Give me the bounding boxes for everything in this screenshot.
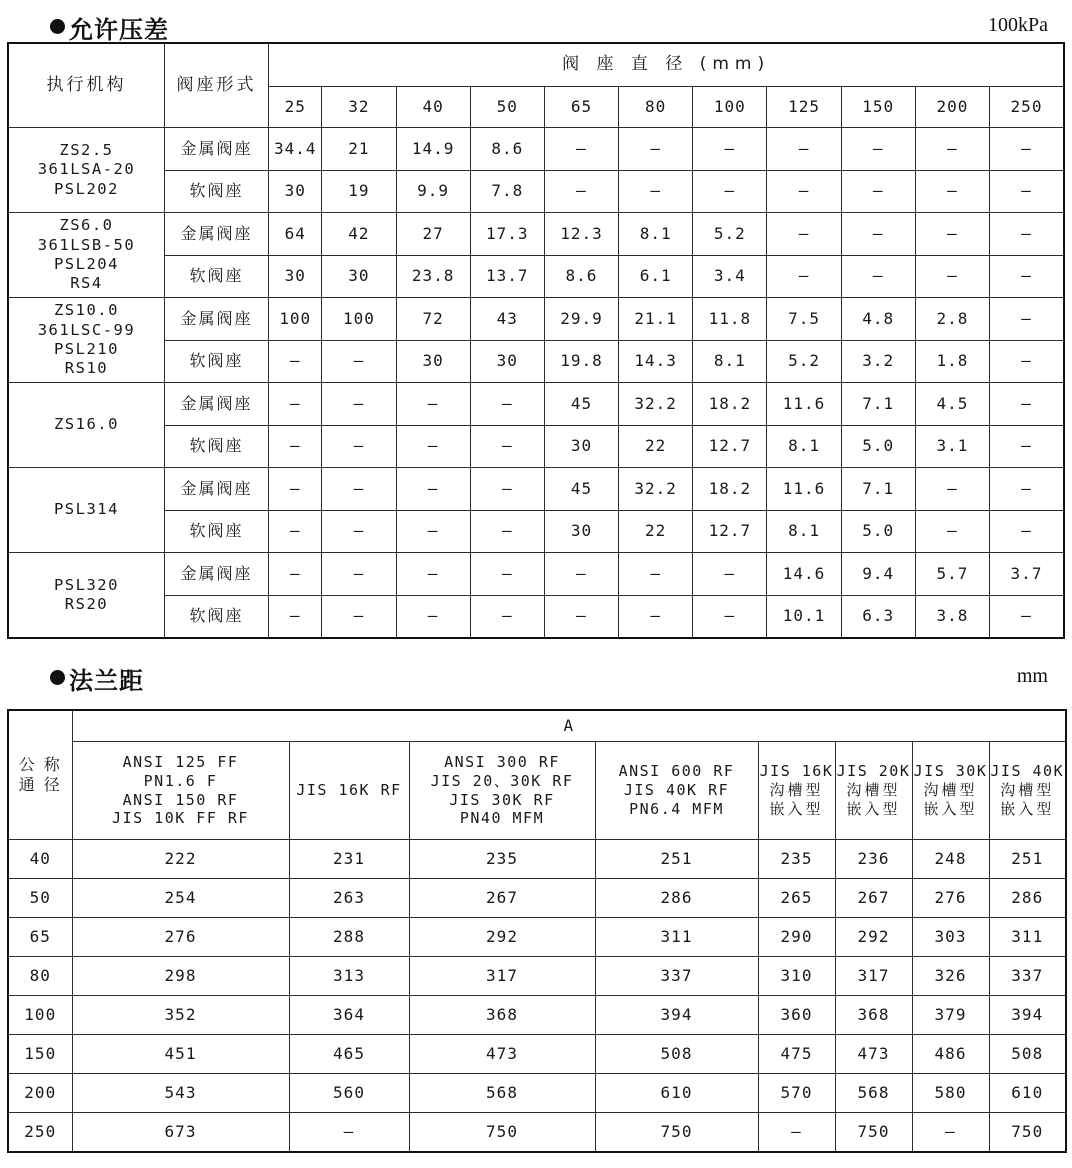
pressure-value: 7.5 [767, 298, 841, 341]
table2-header-row-group [8, 710, 1066, 742]
header-size-250: 250 [990, 87, 1065, 128]
pressure-value: — [470, 510, 544, 553]
flange-distance-table [7, 709, 1067, 1153]
pressure-value: — [396, 468, 470, 511]
pressure-value: — [322, 595, 396, 638]
pressure-value: — [619, 128, 693, 171]
flange-distance-value: 750 [835, 1113, 912, 1153]
flange-distance-value: 475 [758, 1035, 835, 1074]
flange-distance-value: 473 [835, 1035, 912, 1074]
flange-distance-value: 286 [989, 879, 1066, 918]
pressure-value: 30 [322, 255, 396, 298]
header-flange-standard: ANSI 125 FF PN1.6 F ANSI 150 RF JIS 10K FF RF [72, 742, 289, 840]
nominal-diameter-value: 65 [8, 918, 72, 957]
flange-distance-value: 394 [595, 996, 758, 1035]
seat-type-metal: 金属阀座 [164, 383, 268, 426]
pressure-value: 22 [619, 425, 693, 468]
table-row [8, 425, 1064, 468]
pressure-value: 8.1 [619, 213, 693, 256]
table-row [8, 1113, 1066, 1153]
pressure-value: 14.6 [767, 553, 841, 596]
seat-type-soft: 软阀座 [164, 340, 268, 383]
pressure-value: 3.1 [915, 425, 989, 468]
flange-distance-value: 568 [409, 1074, 595, 1113]
pressure-value: — [990, 170, 1065, 213]
pressure-value: 100 [269, 298, 322, 341]
pressure-value: 43 [470, 298, 544, 341]
seat-type-soft: 软阀座 [164, 425, 268, 468]
header-flange-standard: ANSI 300 RF JIS 20、30K RF JIS 30K RF PN40 MFM [409, 742, 595, 840]
pressure-value: 7.1 [841, 383, 915, 426]
pressure-value: 4.5 [915, 383, 989, 426]
pressure-value: — [619, 553, 693, 596]
header-size-150: 150 [841, 87, 915, 128]
flange-distance-value: 317 [835, 957, 912, 996]
flange-distance-value: 750 [989, 1113, 1066, 1153]
pressure-value: — [915, 170, 989, 213]
pressure-value: 64 [269, 213, 322, 256]
flange-distance-value: — [758, 1113, 835, 1153]
pressure-value: 8.6 [544, 255, 618, 298]
pressure-value: — [841, 170, 915, 213]
table-row [8, 510, 1064, 553]
header-size-25: 25 [269, 87, 322, 128]
flange-distance-value: 267 [835, 879, 912, 918]
table-row [8, 918, 1066, 957]
pressure-value: 30 [269, 255, 322, 298]
allowable-pressure-differential-table [7, 42, 1065, 639]
table-row [8, 840, 1066, 879]
section-heading-allowable-pressure [0, 8, 1072, 42]
flange-distance-value: 610 [595, 1074, 758, 1113]
table-row [8, 879, 1066, 918]
nominal-diameter-value: 100 [8, 996, 72, 1035]
pressure-value: — [544, 595, 618, 638]
seat-type-metal: 金属阀座 [164, 298, 268, 341]
flange-distance-value: 254 [72, 879, 289, 918]
pressure-value: — [619, 595, 693, 638]
flange-distance-value: 368 [409, 996, 595, 1035]
pressure-value: — [322, 553, 396, 596]
seat-type-soft: 软阀座 [164, 255, 268, 298]
flange-distance-value: 311 [989, 918, 1066, 957]
flange-distance-value: 265 [758, 879, 835, 918]
pressure-value: 12.7 [693, 425, 767, 468]
pressure-value: — [269, 553, 322, 596]
nominal-diameter-value: 250 [8, 1113, 72, 1153]
pressure-value: — [990, 383, 1065, 426]
pressure-value: — [990, 595, 1065, 638]
pressure-value: 72 [396, 298, 470, 341]
pressure-value: — [767, 213, 841, 256]
pressure-value: 11.8 [693, 298, 767, 341]
table-row [8, 595, 1064, 638]
seat-type-metal: 金属阀座 [164, 553, 268, 596]
bullet-icon [50, 670, 65, 685]
flange-distance-value: 610 [989, 1074, 1066, 1113]
bullet-icon [50, 19, 65, 34]
pressure-value: 32.2 [619, 383, 693, 426]
flange-distance-value: 286 [595, 879, 758, 918]
pressure-value: 9.4 [841, 553, 915, 596]
header-flange-standard: ANSI 600 RF JIS 40K RF PN6.4 MFM [595, 742, 758, 840]
table-row [8, 1074, 1066, 1113]
pressure-value: 18.2 [693, 468, 767, 511]
actuator-label: ZS10.0 361LSC-99 PSL210 RS10 [8, 298, 164, 383]
header-seat-type: 阀座形式 [164, 43, 268, 128]
table-row [8, 957, 1066, 996]
table-row [8, 170, 1064, 213]
flange-distance-value: — [912, 1113, 989, 1153]
pressure-value: — [990, 340, 1065, 383]
header-size-65: 65 [544, 87, 618, 128]
pressure-value: — [322, 510, 396, 553]
header-seat-diameter-group: 阀 座 直 径 (mm) [269, 43, 1064, 87]
table-row [8, 996, 1066, 1035]
seat-type-metal: 金属阀座 [164, 213, 268, 256]
flange-distance-value: 352 [72, 996, 289, 1035]
pressure-value: — [767, 128, 841, 171]
header-nominal-diameter-text: 公 称 通 径 [18, 755, 62, 794]
table-row [8, 340, 1064, 383]
pressure-value: 13.7 [470, 255, 544, 298]
pressure-value: 5.2 [693, 213, 767, 256]
pressure-value: 32.2 [619, 468, 693, 511]
pressure-value: 5.7 [915, 553, 989, 596]
flange-distance-value: 368 [835, 996, 912, 1035]
pressure-value: — [767, 255, 841, 298]
flange-distance-value: 288 [289, 918, 409, 957]
flange-distance-value: 248 [912, 840, 989, 879]
table-row [8, 213, 1064, 256]
flange-distance-value: 580 [912, 1074, 989, 1113]
flange-distance-value: 235 [409, 840, 595, 879]
pressure-value: — [544, 128, 618, 171]
header-size-200: 200 [915, 87, 989, 128]
flange-distance-value: 222 [72, 840, 289, 879]
pressure-value: — [990, 213, 1065, 256]
pressure-value: — [396, 553, 470, 596]
flange-distance-value: — [289, 1113, 409, 1153]
seat-type-metal: 金属阀座 [164, 468, 268, 511]
flange-distance-value: 364 [289, 996, 409, 1035]
nominal-diameter-value: 200 [8, 1074, 72, 1113]
pressure-value: 8.1 [693, 340, 767, 383]
actuator-label: ZS16.0 [8, 383, 164, 468]
pressure-value: — [396, 595, 470, 638]
seat-type-metal: 金属阀座 [164, 128, 268, 171]
flange-distance-value: 303 [912, 918, 989, 957]
flange-distance-value: 568 [835, 1074, 912, 1113]
flange-distance-value: 379 [912, 996, 989, 1035]
pressure-value: 5.2 [767, 340, 841, 383]
header-actuator: 执行机构 [8, 43, 164, 128]
table-row [8, 383, 1064, 426]
flange-distance-value: 235 [758, 840, 835, 879]
pressure-value: — [322, 468, 396, 511]
pressure-value: 100 [322, 298, 396, 341]
pressure-value: 14.9 [396, 128, 470, 171]
pressure-value: 5.0 [841, 510, 915, 553]
pressure-value: — [619, 170, 693, 213]
pressure-value: — [269, 425, 322, 468]
pressure-value: — [396, 425, 470, 468]
flange-distance-value: 292 [835, 918, 912, 957]
pressure-value: 30 [544, 425, 618, 468]
pressure-value: — [470, 383, 544, 426]
unit-label-kpa: 100kPa [988, 14, 1048, 36]
flange-distance-value: 673 [72, 1113, 289, 1153]
flange-distance-value: 276 [912, 879, 989, 918]
flange-distance-value: 451 [72, 1035, 289, 1074]
pressure-value: 14.3 [619, 340, 693, 383]
pressure-value: — [544, 553, 618, 596]
spacer [0, 639, 1072, 659]
pressure-value: 12.7 [693, 510, 767, 553]
pressure-value: — [841, 128, 915, 171]
actuator-label: ZS2.5 361LSA-20 PSL202 [8, 128, 164, 213]
flange-distance-value: 360 [758, 996, 835, 1035]
pressure-value: — [470, 595, 544, 638]
pressure-value: 34.4 [269, 128, 322, 171]
pressure-value: 45 [544, 468, 618, 511]
header-size-32: 32 [322, 87, 396, 128]
pressure-value: 3.4 [693, 255, 767, 298]
pressure-value: — [915, 213, 989, 256]
pressure-value: 23.8 [396, 255, 470, 298]
header-size-50: 50 [470, 87, 544, 128]
pressure-value: — [693, 595, 767, 638]
actuator-label: PSL314 [8, 468, 164, 553]
nominal-diameter-value: 40 [8, 840, 72, 879]
pressure-value: 11.6 [767, 468, 841, 511]
table-row [8, 255, 1064, 298]
flange-distance-value: 465 [289, 1035, 409, 1074]
table-row [8, 128, 1064, 171]
pressure-value: — [470, 425, 544, 468]
pressure-value: 6.1 [619, 255, 693, 298]
pressure-value: 18.2 [693, 383, 767, 426]
flange-distance-value: 337 [595, 957, 758, 996]
flange-distance-value: 486 [912, 1035, 989, 1074]
nominal-diameter-value: 150 [8, 1035, 72, 1074]
pressure-value: — [990, 128, 1065, 171]
header-size-80: 80 [619, 87, 693, 128]
pressure-value: 8.1 [767, 425, 841, 468]
flange-distance-value: 290 [758, 918, 835, 957]
flange-distance-value: 292 [409, 918, 595, 957]
header-size-125: 125 [767, 87, 841, 128]
flange-distance-value: 473 [409, 1035, 595, 1074]
table2-header-row-columns [8, 742, 1066, 840]
flange-distance-value: 750 [595, 1113, 758, 1153]
pressure-value: — [322, 383, 396, 426]
table-row [8, 1035, 1066, 1074]
pressure-value: 3.7 [990, 553, 1065, 596]
pressure-value: 7.8 [470, 170, 544, 213]
pressure-value: 12.3 [544, 213, 618, 256]
pressure-value: — [990, 255, 1065, 298]
seat-type-soft: 软阀座 [164, 510, 268, 553]
flange-distance-value: 508 [989, 1035, 1066, 1074]
pressure-value: 22 [619, 510, 693, 553]
pressure-value: 30 [470, 340, 544, 383]
flange-distance-value: 310 [758, 957, 835, 996]
pressure-value: — [990, 425, 1065, 468]
pressure-value: — [915, 255, 989, 298]
table-row [8, 553, 1064, 596]
flange-distance-value: 263 [289, 879, 409, 918]
spacer [0, 693, 1072, 709]
pressure-value: 3.8 [915, 595, 989, 638]
pressure-value: — [396, 510, 470, 553]
pressure-value: 3.2 [841, 340, 915, 383]
header-flange-standard: JIS 16K 沟槽型 嵌入型 [758, 742, 835, 840]
pressure-value: — [269, 383, 322, 426]
flange-distance-value: 560 [289, 1074, 409, 1113]
seat-type-soft: 软阀座 [164, 595, 268, 638]
pressure-value: — [269, 510, 322, 553]
flange-distance-value: 267 [409, 879, 595, 918]
pressure-value: 8.6 [470, 128, 544, 171]
header-size-40: 40 [396, 87, 470, 128]
flange-distance-value: 394 [989, 996, 1066, 1035]
actuator-label: PSL320 RS20 [8, 553, 164, 639]
header-flange-standard: JIS 40K 沟槽型 嵌入型 [989, 742, 1066, 840]
pressure-value: — [767, 170, 841, 213]
pressure-value: 42 [322, 213, 396, 256]
pressure-value: 11.6 [767, 383, 841, 426]
header-size-100: 100 [693, 87, 767, 128]
header-nominal-diameter [8, 710, 72, 840]
pressure-value: 27 [396, 213, 470, 256]
pressure-value: — [470, 553, 544, 596]
pressure-value: — [915, 510, 989, 553]
pressure-value: 7.1 [841, 468, 915, 511]
flange-distance-value: 750 [409, 1113, 595, 1153]
pressure-value: — [915, 128, 989, 171]
pressure-value: 17.3 [470, 213, 544, 256]
pressure-value: 9.9 [396, 170, 470, 213]
table-row [8, 468, 1064, 511]
pressure-value: 19 [322, 170, 396, 213]
header-flange-standard: JIS 16K RF [289, 742, 409, 840]
pressure-value: — [544, 170, 618, 213]
flange-distance-value: 251 [989, 840, 1066, 879]
pressure-value: — [990, 298, 1065, 341]
flange-distance-value: 317 [409, 957, 595, 996]
section-heading-flange-distance [0, 659, 1072, 693]
flange-distance-value: 236 [835, 840, 912, 879]
pressure-value: 29.9 [544, 298, 618, 341]
pressure-value: 6.3 [841, 595, 915, 638]
pressure-value: 21 [322, 128, 396, 171]
table1-header-row-top [8, 43, 1064, 87]
pressure-value: 1.8 [915, 340, 989, 383]
pressure-value: — [693, 553, 767, 596]
pressure-value: 45 [544, 383, 618, 426]
actuator-label: ZS6.0 361LSB-50 PSL204 RS4 [8, 213, 164, 298]
nominal-diameter-value: 50 [8, 879, 72, 918]
pressure-value: 30 [544, 510, 618, 553]
pressure-value: — [990, 468, 1065, 511]
pressure-value: — [322, 425, 396, 468]
header-a-group: A [72, 710, 1066, 742]
page-title-flange-distance: 法兰距 [69, 667, 144, 695]
nominal-diameter-value: 80 [8, 957, 72, 996]
pressure-value: — [841, 255, 915, 298]
flange-distance-value: 543 [72, 1074, 289, 1113]
pressure-value: — [693, 128, 767, 171]
pressure-value: — [269, 468, 322, 511]
flange-distance-value: 570 [758, 1074, 835, 1113]
pressure-value: — [269, 595, 322, 638]
flange-distance-value: 508 [595, 1035, 758, 1074]
pressure-value: 30 [396, 340, 470, 383]
flange-distance-value: 276 [72, 918, 289, 957]
pressure-value: — [693, 170, 767, 213]
seat-type-soft: 软阀座 [164, 170, 268, 213]
pressure-value: 19.8 [544, 340, 618, 383]
flange-distance-value: 337 [989, 957, 1066, 996]
pressure-value: 2.8 [915, 298, 989, 341]
pressure-value: 5.0 [841, 425, 915, 468]
pressure-value: 8.1 [767, 510, 841, 553]
pressure-value: 30 [269, 170, 322, 213]
pressure-value: 21.1 [619, 298, 693, 341]
pressure-value: — [269, 340, 322, 383]
flange-distance-value: 311 [595, 918, 758, 957]
flange-distance-value: 298 [72, 957, 289, 996]
unit-label-mm: mm [1016, 665, 1048, 687]
table-row [8, 298, 1064, 341]
pressure-value: — [915, 468, 989, 511]
flange-distance-value: 313 [289, 957, 409, 996]
pressure-value: 4.8 [841, 298, 915, 341]
flange-distance-value: 231 [289, 840, 409, 879]
header-flange-standard: JIS 30K 沟槽型 嵌入型 [912, 742, 989, 840]
pressure-value: — [841, 213, 915, 256]
page-title-allowable-pressure: 允许压差 [69, 16, 169, 44]
pressure-value: — [470, 468, 544, 511]
pressure-value: 10.1 [767, 595, 841, 638]
flange-distance-value: 326 [912, 957, 989, 996]
flange-distance-value: 251 [595, 840, 758, 879]
pressure-value: — [990, 510, 1065, 553]
pressure-value: — [396, 383, 470, 426]
header-flange-standard: JIS 20K 沟槽型 嵌入型 [835, 742, 912, 840]
pressure-value: — [322, 340, 396, 383]
